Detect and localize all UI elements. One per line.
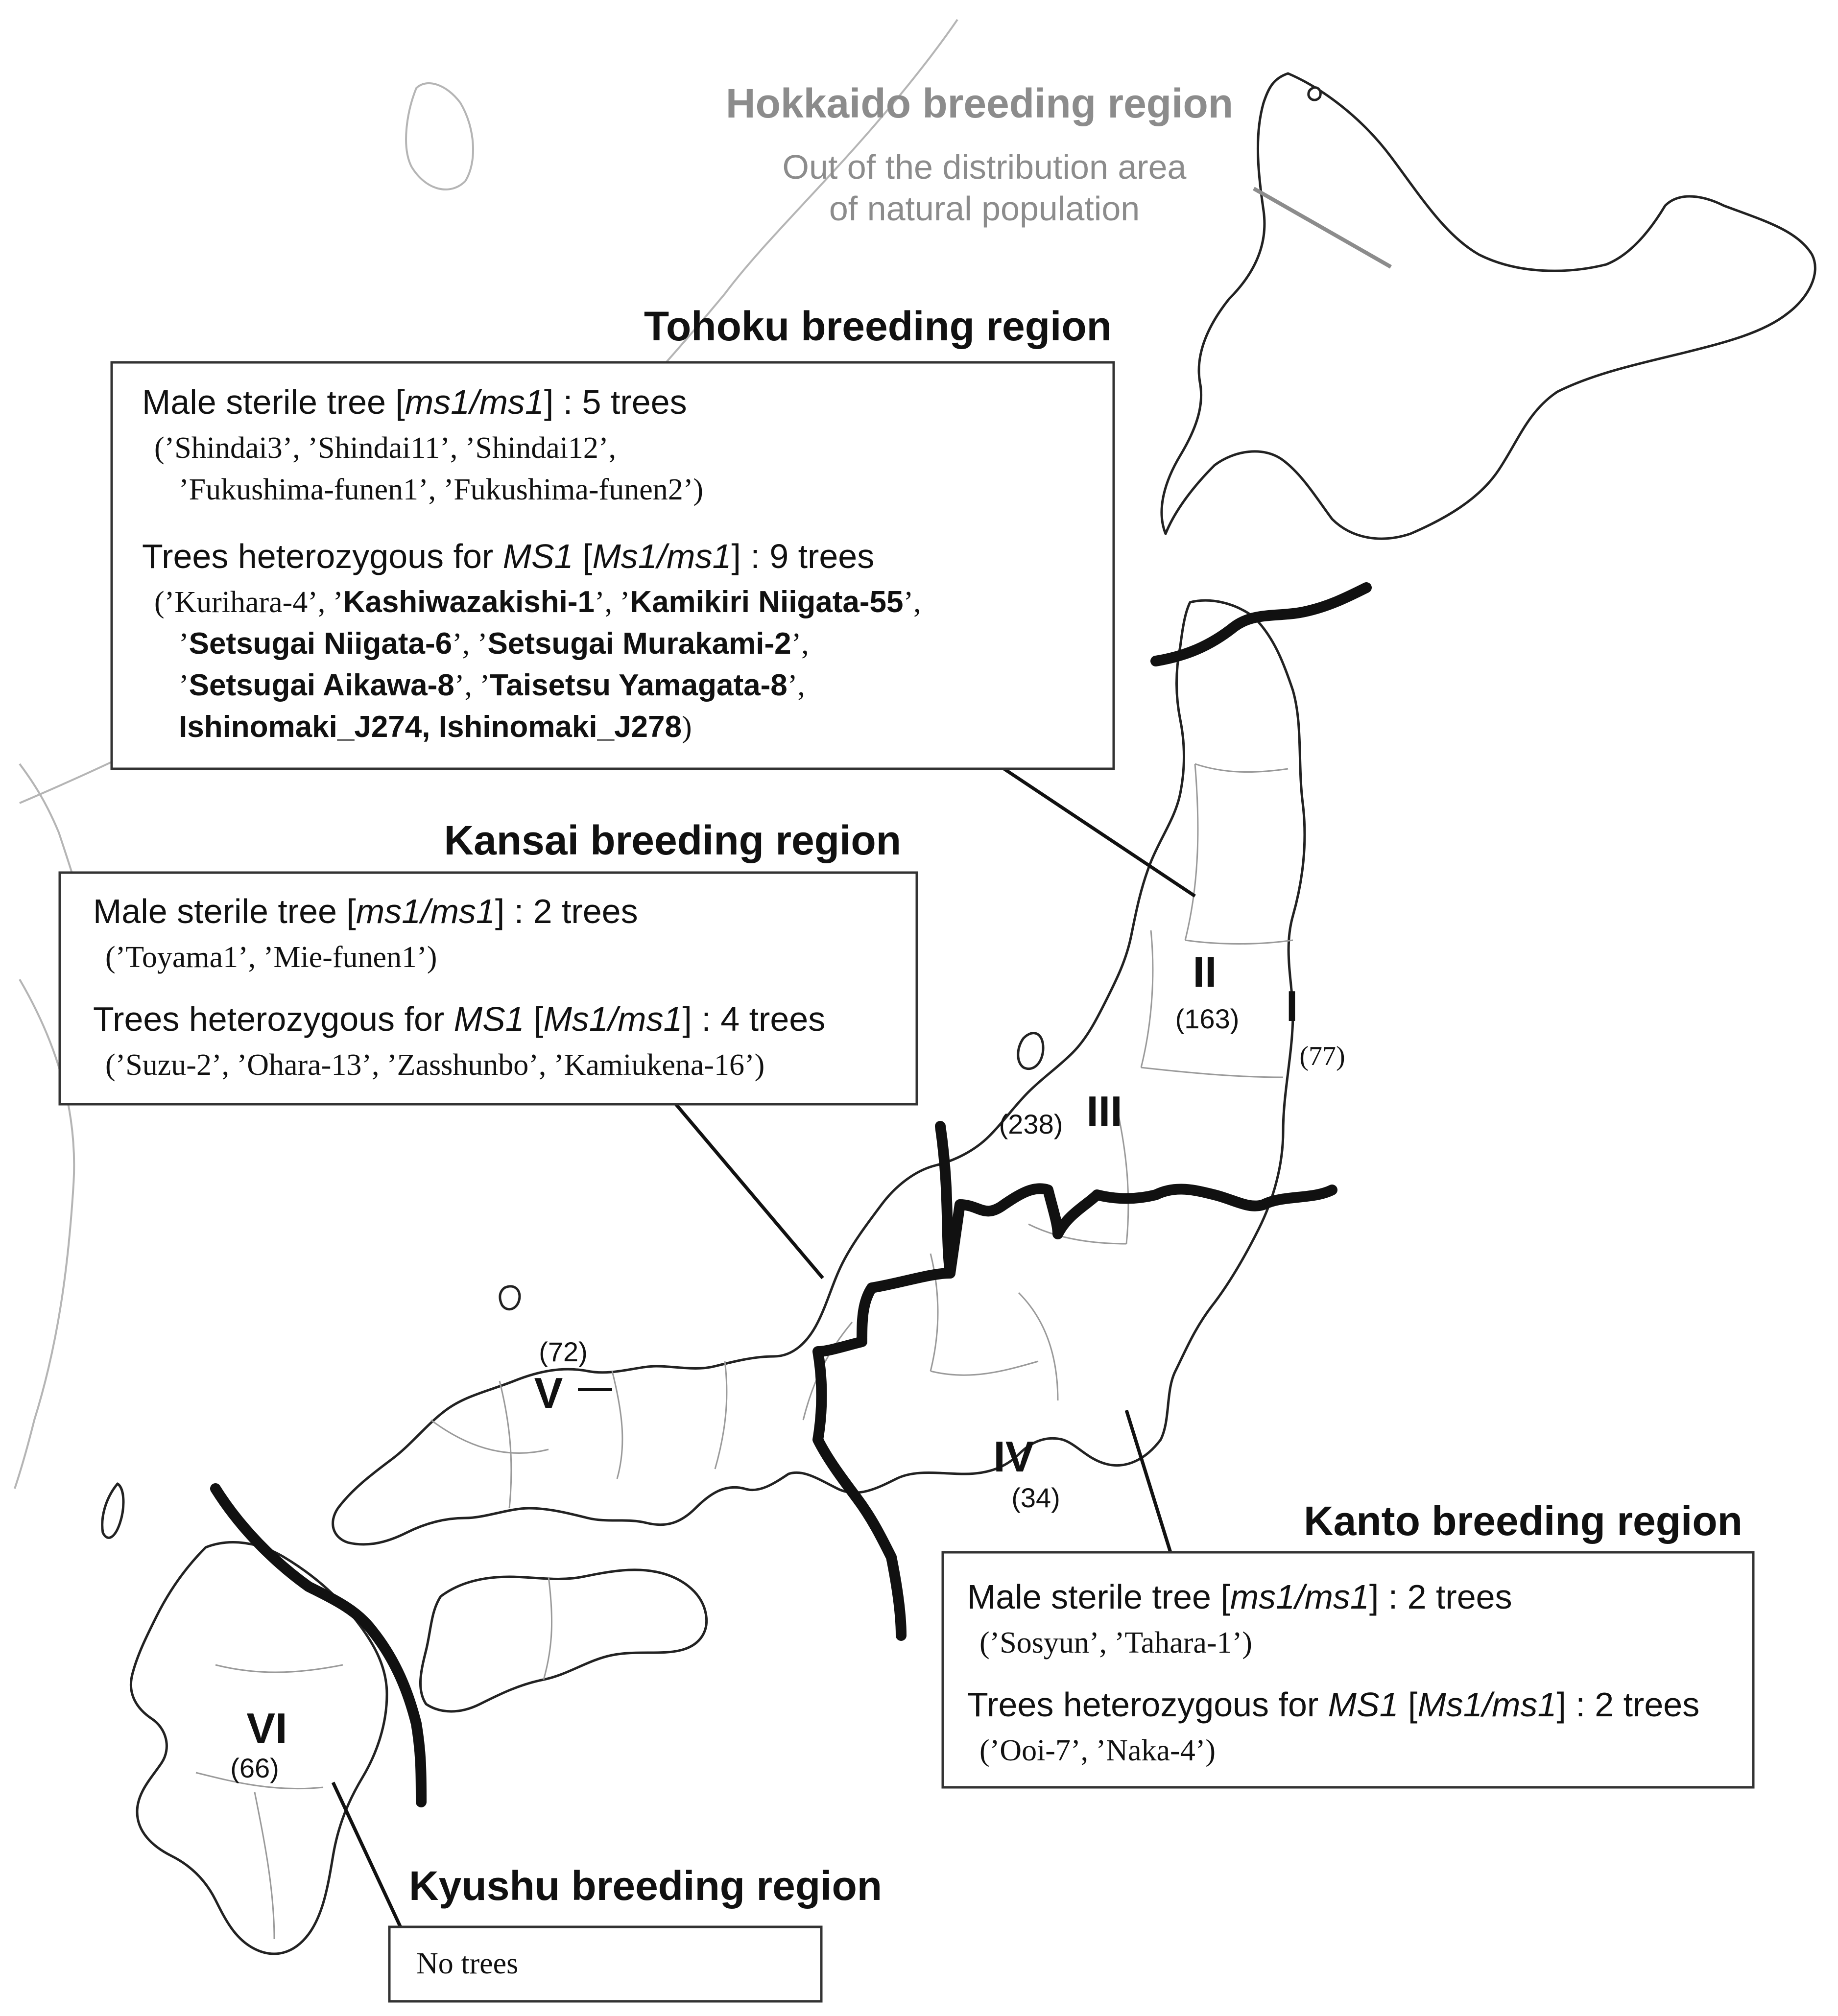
tohoku-het-3e: ’,: [787, 669, 805, 702]
hokkaido-note-line2: of natural population: [829, 190, 1140, 228]
tohoku-het-1e: ’,: [903, 586, 921, 619]
kansai-male-sterile-line: [93, 892, 638, 930]
tohoku-het-1a: (’Kurihara-4’, ’: [154, 586, 343, 619]
oki-island: [500, 1286, 520, 1309]
kansai-ms-genotype: ms1/ms1: [356, 892, 495, 930]
kanto-het-prefix: Trees heterozygous for: [967, 1685, 1328, 1724]
zone-label-V: V: [534, 1369, 563, 1417]
sado-island: [1018, 1033, 1043, 1069]
zone-count-V: (72): [539, 1336, 588, 1367]
kanto-het-names: (’Ooi-7’, ’Naka-4’): [979, 1734, 1216, 1767]
tohoku-ms-names-1: (’Shindai3’, ’Shindai11’, ’Shindai12’,: [154, 431, 617, 465]
tsushima-island: [102, 1484, 123, 1538]
tohoku-het-names-4: [179, 710, 692, 744]
tohoku-het-4a: Ishinomaki_J274, Ishinomaki_J278: [179, 710, 682, 744]
sakhalin-coast: [406, 83, 473, 190]
zone-count-I: (77): [1299, 1041, 1345, 1071]
tohoku-het-1b: Kashiwazakishi-1: [343, 585, 595, 619]
kansai-het-suffix: ] : 4 trees: [682, 1000, 826, 1038]
kansai-ms-suffix: ] : 2 trees: [495, 892, 638, 930]
tohoku-male-sterile-line: [142, 383, 687, 421]
tohoku-het-3c: ’, ’: [454, 669, 490, 702]
tohoku-het-names-3: [179, 668, 805, 702]
hokkaido-note-line1: Out of the distribution area: [782, 148, 1187, 186]
tohoku-het-2c: ’, ’: [452, 627, 488, 661]
kansai-het-names: (’Suzu-2’, ’Ohara-13’, ’Zasshunbo’, ’Kamiukena-16’): [105, 1048, 765, 1082]
tohoku-het-2d: Setsugai Murakami-2: [487, 627, 791, 661]
tohoku-ms-prefix: Male sterile tree [: [142, 383, 405, 421]
tohoku-het-4b: ): [682, 711, 692, 744]
tohoku-het-prefix: Trees heterozygous for: [142, 537, 503, 575]
zone-count-VI: (66): [230, 1753, 279, 1783]
kansai-het-open: [: [524, 1000, 544, 1038]
kansai-leader: [676, 1104, 823, 1278]
tohoku-het-2b: Setsugai Niigata-6: [189, 627, 453, 661]
kanto-het-suffix: ] : 2 trees: [1556, 1685, 1700, 1724]
hokkaido-outline: [1162, 73, 1815, 539]
kanto-title: Kanto breeding region: [1303, 1498, 1743, 1544]
tohoku-het-suffix: ] : 9 trees: [731, 537, 875, 575]
kyushu-panel: [389, 1863, 882, 2001]
kanto-het-gene: MS1: [1328, 1685, 1399, 1724]
shikoku-outline: [420, 1570, 706, 1711]
kanto-het-genotype: Ms1/ms1: [1417, 1685, 1557, 1724]
kansai-panel: [60, 817, 917, 1104]
tohoku-ms-genotype: ms1/ms1: [405, 383, 544, 421]
tohoku-het-2e: ’,: [791, 627, 809, 661]
zone-count-II: (163): [1175, 1003, 1240, 1034]
zone-label-III: III: [1086, 1087, 1122, 1136]
tohoku-het-open: [: [573, 537, 593, 575]
zone-label-I: I: [1286, 982, 1298, 1030]
kansai-het-gene: MS1: [454, 1000, 525, 1038]
zone-label-VI: VI: [246, 1704, 287, 1753]
zone-label-II: II: [1193, 948, 1217, 996]
tohoku-het-genotype: Ms1/ms1: [592, 537, 732, 575]
tohoku-het-3d: Taisetsu Yamagata-8: [490, 668, 788, 702]
kyushu-note: No trees: [416, 1947, 519, 1980]
hokkaido-title: Hokkaido breeding region: [725, 80, 1234, 126]
kanto-ms-names: (’Sosyun’, ’Tahara-1’): [979, 1626, 1252, 1660]
tohoku-title: Tohoku breeding region: [644, 303, 1112, 349]
tohoku-het-1c: ’, ’: [595, 586, 630, 619]
kansai-ms-prefix: Male sterile tree [: [93, 892, 356, 930]
tohoku-het-names-1: [154, 585, 921, 619]
kanto-ms-suffix: ] : 2 trees: [1369, 1578, 1512, 1616]
kansai-ms-names: (’Toyama1’, ’Mie-funen1’): [105, 941, 437, 974]
kansai-het-prefix: Trees heterozygous for: [93, 1000, 454, 1038]
kansai-het-line: [93, 1000, 825, 1038]
kanto-male-sterile-line: [967, 1578, 1512, 1616]
tohoku-ms-suffix: ] : 5 trees: [544, 383, 687, 421]
kanto-panel: [943, 1498, 1753, 1787]
kyushu-title: Kyushu breeding region: [409, 1863, 883, 1909]
zone-label-IV: IV: [993, 1432, 1034, 1481]
kansai-title: Kansai breeding region: [444, 817, 901, 863]
tohoku-het-names-2: [179, 627, 809, 661]
kanto-het-line: [967, 1685, 1699, 1724]
tohoku-het-3a: ’: [179, 669, 189, 702]
tohoku-panel: [112, 303, 1114, 769]
tohoku-het-1d: Kamikiri Niigata-55: [630, 585, 904, 619]
tohoku-het-line: [142, 537, 874, 575]
tohoku-ms-names-2: ’Fukushima-funen1’, ’Fukushima-funen2’): [179, 473, 704, 506]
kanto-het-open: [: [1398, 1685, 1418, 1724]
tohoku-het-gene: MS1: [502, 537, 573, 575]
kyushu-leader: [333, 1782, 402, 1929]
tohoku-het-3b: Setsugai Aikawa-8: [189, 668, 454, 702]
kanto-ms-prefix: Male sterile tree [: [967, 1578, 1230, 1616]
kansai-het-genotype: Ms1/ms1: [543, 1000, 683, 1038]
zone-count-IV: (34): [1011, 1482, 1060, 1513]
kanto-ms-genotype: ms1/ms1: [1230, 1578, 1369, 1616]
zone-count-III: (238): [999, 1109, 1063, 1139]
tohoku-het-2a: ’: [179, 627, 189, 661]
rishiri-island: [1309, 88, 1321, 100]
